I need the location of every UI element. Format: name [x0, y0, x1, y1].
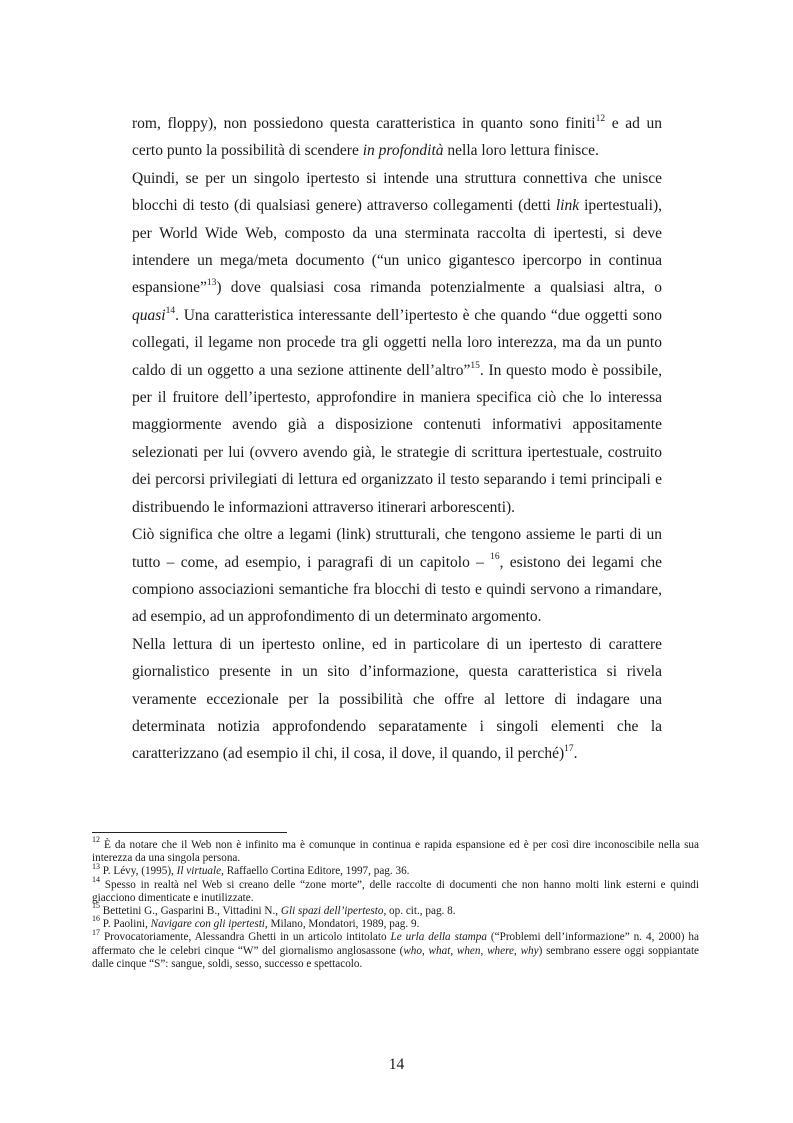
- text-run: Bettetini G., Gasparini B., Vittadini N.,: [100, 905, 281, 918]
- text-run: P. Lévy, (1995),: [100, 865, 177, 878]
- text-run: e ad un certo punto la possibilità di scendere: [132, 115, 662, 160]
- paragraph: [132, 631, 662, 768]
- emphasis: when: [456, 944, 481, 957]
- text-run: (“Problemi dell’informazione” n. 4, 2000) ha affermato che le celebri cinque “W” del giornalismo anglosassone (: [92, 931, 699, 957]
- emphasis: Il virtuale: [176, 865, 222, 878]
- footnote: [92, 835, 699, 865]
- text-run: . In questo modo è possibile, per il fruitore dell’ipertesto, approfondire in maniera specifica ciò che lo interessa maggiormente avendo già a disposizione contenuti informativi appositamente selezionati per lui (ovvero avendo già, le strategie di scrittura ipertestuale, costruito dei percorsi privilegiati di lettura ed organizzato il testo separando i temi principali e distribuendo le informazioni attraverso itinerari arborescenti).: [132, 361, 663, 516]
- emphasis: why: [520, 944, 539, 957]
- text-run: Quindi, se per un singolo ipertesto si intende una struttura connettiva che unisce blocchi di testo (di qualsiasi genere) attraverso collegamenti (detti: [132, 169, 662, 215]
- emphasis: Navigare con gli ipertesti: [150, 918, 265, 931]
- paragraph: [132, 165, 662, 521]
- footnote-ref: 15: [470, 360, 480, 371]
- emphasis: quasi: [132, 306, 166, 324]
- page-number: 14: [388, 1056, 405, 1073]
- text-run: P. Paolini,: [100, 918, 151, 931]
- body-text: [132, 110, 662, 768]
- footnote-ref: 14: [92, 874, 100, 884]
- text-run: ipertestuali), per World Wide Web, composto da una sterminata raccolta di ipertesti, si deve intendere un mega/meta documento (“un unico gigantesco ipercorpo in continua espansione”: [132, 197, 662, 297]
- emphasis: where: [487, 944, 514, 957]
- text-run: ,: [421, 944, 429, 957]
- paragraph: [132, 110, 662, 165]
- footnote-ref: 12: [595, 113, 606, 124]
- text-run: Nella lettura di un ipertesto online, ed in particolare di un ipertesto di carattere giornalistico presente in un sito d’informazione, questa caratteristica si rivela veramente eccezionale per la possibilità che offre al lettore di indagare una determinata notizia approfondendo separatamente i singoli elementi che la caratterizzano (ad esempio il chi, il cosa, il dove, il quando, il perché): [132, 635, 662, 763]
- footnote-ref: 14: [165, 305, 176, 316]
- text-run: È da notare che il Web non è infinito ma è comunque in continua e rapida espansione ed è per così dire inconoscibile nella sua interezza da una singola persona.: [92, 839, 699, 865]
- footnote-ref: 15: [92, 901, 100, 911]
- text-run: ) dove qualsiasi cosa rimanda potenzialmente a qualsiasi altra, o: [216, 279, 662, 297]
- emphasis: Le urla della stampa: [390, 931, 487, 944]
- footnote: [92, 861, 699, 878]
- text-run: ,: [480, 944, 488, 957]
- text-run: Ciò significa che oltre a legami (link) strutturali, che tengono assieme le parti di un tutto – come, ad esempio, i paragrafi di un capitolo –: [132, 526, 662, 571]
- text-run: ,: [450, 944, 457, 957]
- text-run: ,: [514, 944, 521, 957]
- footnote-ref: 13: [206, 278, 217, 289]
- footnote-ref: 17: [92, 927, 100, 937]
- paragraph: [132, 521, 662, 631]
- footnote-ref: 17: [564, 744, 574, 755]
- footnote-ref: 13: [92, 861, 100, 871]
- emphasis: what: [428, 944, 451, 957]
- footnote: [92, 901, 699, 918]
- text-run: Spesso in realtà nel Web si creano delle “zone morte”, delle raccolte di documenti che non hanno molti link esterni e quindi giacciono dimenticate e inutilizzate.: [92, 878, 699, 904]
- text-run: , esistono dei legami che compiono associazioni semantiche fra blocchi di testo e quindi servono a rimandare, ad esempio, ad un approfondimento di un determinato argomento.: [132, 553, 662, 626]
- emphasis: link: [555, 197, 580, 215]
- text-run: nella loro lettura finisce.: [443, 142, 599, 160]
- text-run: , op. cit., pag. 8.: [383, 905, 456, 918]
- text-run: Provocatoriamente, Alessandra Ghetti in un articolo intitolato: [100, 931, 391, 944]
- emphasis: who: [403, 944, 422, 957]
- emphasis: Gli spazi dell’ipertesto: [280, 905, 384, 918]
- footnote-separator: [92, 832, 287, 833]
- text-run: , Milano, Mondatori, 1989, pag. 9.: [264, 918, 420, 931]
- text-run: .: [573, 745, 578, 763]
- text-run: ) sembrano essere oggi soppiantate dalle cinque “S”: sangue, soldi, sesso, successo e spettacolo.: [92, 944, 700, 970]
- footnotes: [92, 835, 700, 971]
- footnote: [92, 927, 700, 971]
- footnote: [92, 874, 699, 905]
- text-run: rom, floppy), non possiedono questa caratteristica in quanto sono finiti: [132, 115, 596, 132]
- emphasis: in profondità: [362, 142, 444, 160]
- footnote-ref: 12: [92, 835, 100, 845]
- footnote-ref: 16: [490, 552, 500, 563]
- text-run: . Una caratteristica interessante dell’ipertesto è che quando “due oggetti sono collegati, il legame non procede tra gli oggetti nella loro interezza, ma da un punto caldo di un oggetto a una sezione attinente dell’altro”: [132, 306, 662, 379]
- text-run: , Raffaello Cortina Editore, 1997, pag. 36.: [221, 865, 410, 878]
- footnote: [92, 914, 699, 931]
- footnote-ref: 16: [92, 914, 100, 924]
